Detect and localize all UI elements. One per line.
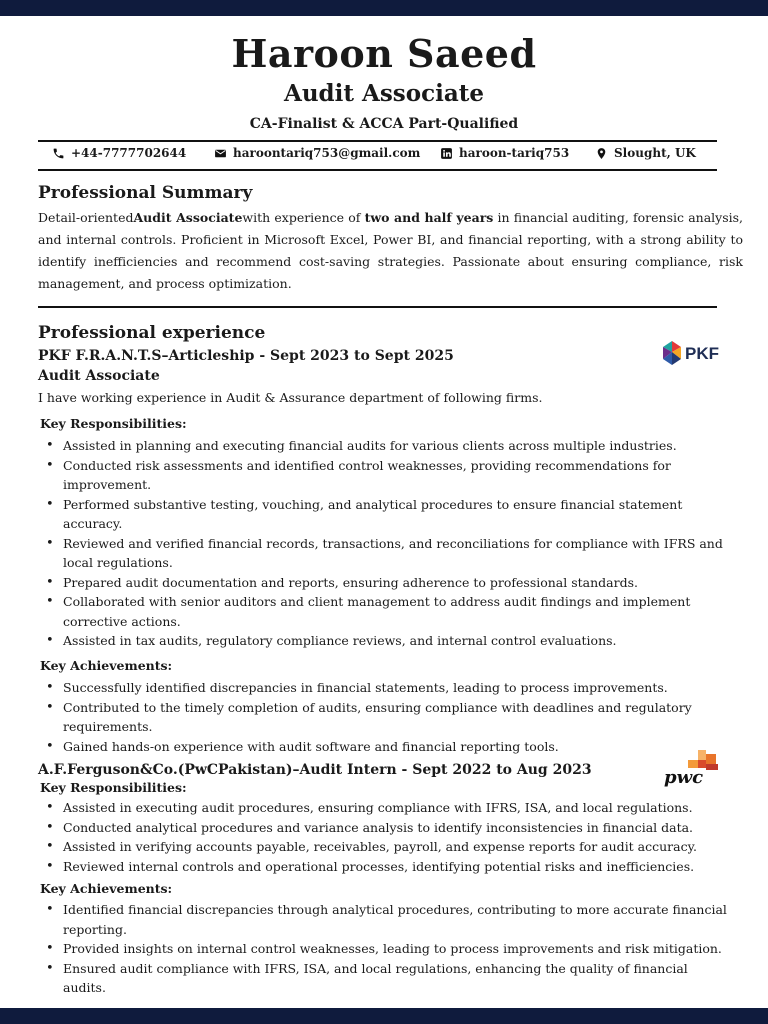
email-text: haroontariq753@gmail.com — [233, 146, 421, 160]
list-item: • Provided insights on internal control weaknesses, leading to process improvements and risk mitigation. — [44, 939, 734, 959]
candidate-title: Audit Associate — [283, 80, 484, 107]
list-item: • Collaborated with senior auditors and client management to address audit findings and implement corrective actions. — [44, 592, 734, 631]
contact-bar — [52, 146, 716, 164]
pwc-responsibilities-list — [44, 798, 734, 876]
summary-part-3: in financial auditing, forensic analysis, and internal controls. Proficient in Microsoft Excel, Power BI, and financial reporting, with a strong ability to identify inefficiencies and recommend cost-saving strategies. Passionate about ensuring compliance, risk management, and process optimization. — [38, 210, 744, 291]
summary-bold-duration: two and half years — [364, 210, 494, 225]
pkf-logo-text: PKF — [685, 344, 719, 363]
list-item: • Assisted in tax audits, regulatory compliance reviews, and internal control evaluations. — [44, 631, 734, 651]
list-item: • Gained hands-on experience with audit software and financial reporting tools. — [44, 737, 734, 757]
summary-bold-role: Audit Associate — [133, 210, 243, 225]
list-item: • Prepared audit documentation and reports, ensuring adherence to professional standards. — [44, 573, 734, 593]
bottom-band — [0, 1008, 768, 1024]
list-item: • Identified financial discrepancies through analytical procedures, contributing to more accurate financial reporting. — [44, 900, 734, 939]
summary-part-2: with experience of — [242, 210, 365, 225]
pwc-logo-text: pwc — [664, 767, 704, 788]
list-item: • Conducted analytical procedures and variance analysis to identify inconsistencies in financial data. — [44, 818, 734, 838]
contact-location — [595, 146, 696, 160]
summary-part-1: Detail-oriented — [38, 210, 134, 225]
top-band — [0, 0, 768, 16]
list-item: • Reviewed and verified financial records, transactions, and reconciliations for compliance with IFRS and local regulations. — [44, 534, 734, 573]
resume-header — [0, 30, 768, 134]
phone-text: +44-7777702644 — [71, 146, 187, 160]
location-text: Slought, UK — [614, 146, 696, 160]
list-item: • Reviewed internal controls and operational processes, identifying potential risks and inefficiencies. — [44, 857, 734, 877]
pkf-achievements-label: Key Achievements: — [40, 658, 173, 673]
pkf-responsibilities-label: Key Responsibilities: — [40, 416, 187, 431]
pwc-achievements-label: Key Achievements: — [40, 881, 173, 896]
list-item: • Ensured audit compliance with IFRS, ISA, and local regulations, enhancing the quality of financial audits. — [44, 959, 734, 998]
pwc-responsibilities-label: Key Responsibilities: — [40, 780, 187, 795]
pkf-logo — [660, 338, 732, 368]
pwc-achievements-list — [44, 900, 734, 998]
contact-linkedin[interactable] — [440, 146, 569, 160]
header-divider-bottom — [38, 169, 717, 171]
list-item: • Assisted in executing audit procedures, ensuring compliance with IFRS, ISA, and local regulations. — [44, 798, 734, 818]
mail-icon — [214, 147, 227, 160]
list-item: • Assisted in planning and executing financial audits for various clients across multiple industries. — [44, 436, 734, 456]
candidate-qualification: CA-Finalist & ACCA Part-Qualified — [249, 116, 519, 132]
list-item: • Performed substantive testing, vouching, and analytical procedures to ensure financial statement accuracy. — [44, 495, 734, 534]
job-intro-pkf: I have working experience in Audit & Assurance department of following firms. — [38, 390, 543, 405]
summary-heading: Professional Summary — [38, 183, 253, 203]
experience-heading: Professional experience — [38, 323, 266, 343]
pkf-achievements-list — [44, 678, 734, 756]
job-title-pkf: PKF F.R.A.N.T.S–Articleship - Sept 2023 to Sept 2025 — [38, 348, 454, 364]
list-item: • Successfully identified discrepancies in financial statements, leading to process improvements. — [44, 678, 734, 698]
header-divider-top — [38, 140, 717, 142]
list-item: • Assisted in verifying accounts payable, receivables, payroll, and expense reports for audit accuracy. — [44, 837, 734, 857]
contact-email[interactable] — [214, 146, 420, 160]
job-title-pwc: A.F.Ferguson&Co.(PwCPakistan)–Audit Intern - Sept 2022 to Aug 2023 — [38, 762, 592, 778]
linkedin-text: haroon-tariq753 — [459, 146, 570, 160]
pwc-logo — [662, 748, 722, 790]
linkedin-icon — [440, 147, 453, 160]
location-pin-icon — [595, 147, 608, 160]
section-divider — [38, 306, 717, 308]
candidate-name: Haroon Saeed — [231, 31, 537, 76]
phone-icon — [52, 147, 65, 160]
summary-text — [38, 207, 743, 295]
job-role-pkf: Audit Associate — [38, 368, 160, 384]
pkf-responsibilities-list — [44, 436, 734, 651]
contact-phone[interactable] — [52, 146, 186, 160]
list-item: • Contributed to the timely completion of audits, ensuring compliance with deadlines and regulatory requirements. — [44, 698, 734, 737]
list-item: • Conducted risk assessments and identified control weaknesses, providing recommendations for improvement. — [44, 456, 734, 495]
